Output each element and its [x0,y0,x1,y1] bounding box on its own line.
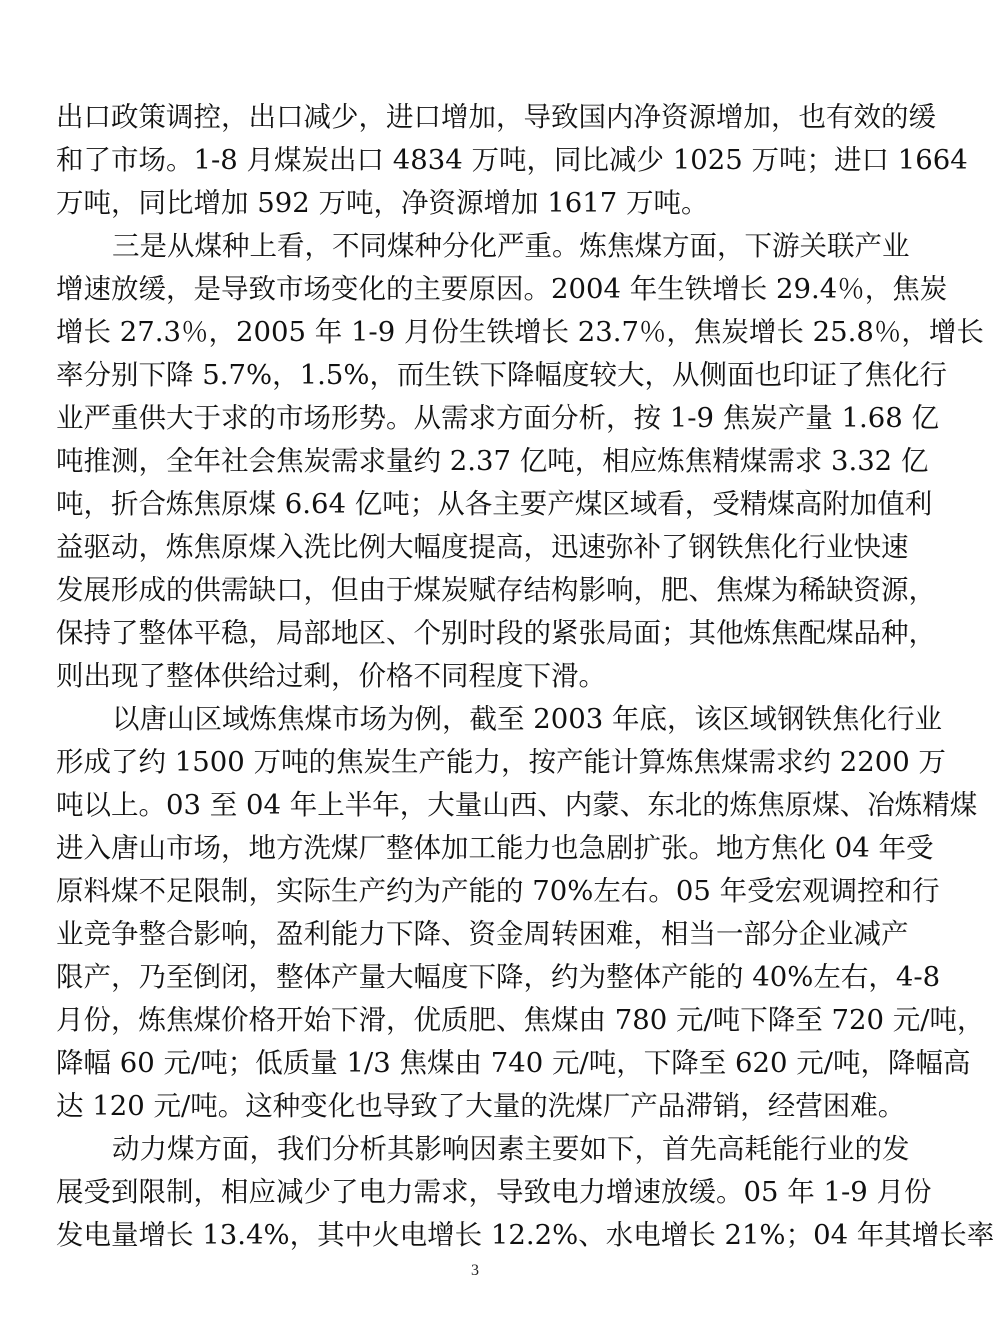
text-line: 业竞争整合影响，盈利能力下降、资金周转困难，相当一部分企业减产 [56,918,909,950]
text-line: 形成了约 1500 万吨的焦炭生产能力，按产能计算炼焦煤需求约 2200 万 [56,746,946,778]
text-line: 万吨，同比增加 592 万吨，净资源增加 1617 万吨。 [56,187,709,219]
text-line: 月份，炼焦煤价格开始下滑，优质肥、焦煤由 780 元/吨下降至 720 元/吨， [56,1004,985,1036]
text-line: 保持了整体平稳，局部地区、个别时段的紧张局面；其他炼焦配煤品种， [56,617,936,649]
text-line: 和了市场。1-8 月煤炭出口 4834 万吨，同比减少 1025 万吨；进口 1664 [56,144,968,176]
document-body [56,96,994,1257]
text-line: 发电量增长 13.4%，其中火电增长 12.2%、水电增长 21%；04 年其增长率 [56,1219,994,1251]
text-line: 动力煤方面，我们分析其影响因素主要如下，首先高耗能行业的发 [112,1133,910,1165]
text-line: 达 120 元/吨。这种变化也导致了大量的洗煤厂产品滞销，经营困难。 [56,1090,906,1122]
text-line: 展受到限制，相应减少了电力需求，导致电力增速放缓。05 年 1-9 月份 [56,1176,932,1208]
text-line: 出口政策调控，出口减少，进口增加，导致国内净资源增加，也有效的缓 [56,101,936,133]
text-line: 原料煤不足限制，实际生产约为产能的 70%左右。05 年受宏观调控和行 [56,875,940,907]
text-line: 吨推测，全年社会焦炭需求量约 2.37 亿吨，相应炼焦精煤需求 3.32 亿 [56,445,929,477]
text-line: 以唐山区域炼焦煤市场为例，截至 2003 年底，该区域钢铁焦化行业 [112,703,942,735]
text-line: 业严重供大于求的市场形势。从需求方面分析，按 1-9 焦炭产量 1.68 亿 [56,402,939,434]
text-line: 降幅 60 元/吨；低质量 1/3 焦煤由 740 元/吨，下降至 620 元/吨，降幅高 [56,1047,971,1079]
text-line: 增速放缓，是导致市场变化的主要原因。2004 年生铁增长 29.4％，焦炭 [56,273,948,305]
text-line: 率分别下降 5.7%，1.5%，而生铁下降幅度较大，从侧面也印证了焦化行 [56,359,947,391]
text-line: 则出现了整体供给过剩，价格不同程度下滑。 [56,660,606,692]
text-line: 三是从煤种上看，不同煤种分化严重。炼焦煤方面，下游关联产业 [112,230,910,262]
page-number: 3 [471,1262,479,1279]
text-line: 吨以上。03 至 04 年上半年，大量山西、内蒙、东北的炼焦原煤、冶炼精煤 [56,789,978,821]
text-line: 益驱动，炼焦原煤入洗比例大幅度提高，迅速弥补了钢铁焦化行业快速 [56,531,909,563]
text-line: 增长 27.3％，2005 年 1-9 月份生铁增长 23.7％，焦炭增长 25.8％，增长 [56,316,984,348]
text-line: 限产，乃至倒闭，整体产量大幅度下降，约为整体产能的 40%左右，4-8 [56,961,941,993]
text-line: 吨，折合炼焦原煤 6.64 亿吨；从各主要产煤区域看，受精煤高附加值利 [56,488,933,520]
text-line: 发展形成的供需缺口，但由于煤炭赋存结构影响，肥、焦煤为稀缺资源， [56,574,936,606]
text-line: 进入唐山市场，地方洗煤厂整体加工能力也急剧扩张。地方焦化 04 年受 [56,832,934,864]
